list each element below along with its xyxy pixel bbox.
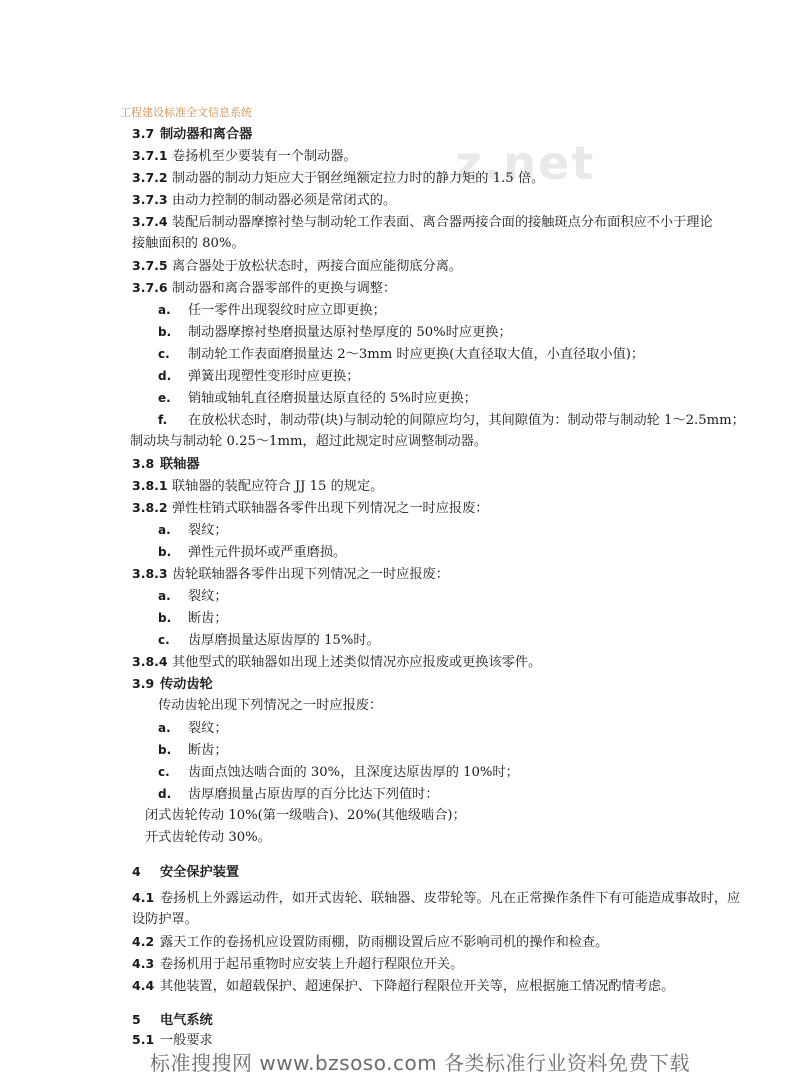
clause-number: 3.8 bbox=[132, 456, 155, 471]
paragraph-line bbox=[145, 828, 271, 848]
watermark: z.net bbox=[455, 136, 596, 190]
chapter-title: 安全保护装置 bbox=[160, 865, 240, 880]
clause-text: 其他型式的联轴器如出现上述类似情况亦应报废或更换该零件。 bbox=[172, 655, 542, 670]
clause-line bbox=[132, 954, 463, 975]
list-item bbox=[158, 322, 512, 343]
item-text: 弹性元件损坏或严重磨损。 bbox=[188, 545, 347, 560]
item-text: 齿厚磨损量占原齿厚的百分比达下列值时： bbox=[188, 787, 439, 802]
clause-text: 一般要求 bbox=[160, 1033, 213, 1048]
clause-number: 4.3 bbox=[132, 956, 155, 971]
clause-number: 3.7.2 bbox=[132, 170, 168, 185]
clause-text: 传动齿轮出现下列情况之一时应报废： bbox=[158, 698, 383, 713]
item-text: 断齿； bbox=[188, 611, 228, 626]
section-heading bbox=[132, 454, 200, 475]
clause-number: 3.8.4 bbox=[132, 654, 168, 669]
header-note: 工程建设标准全文信息系统 bbox=[120, 106, 252, 119]
footer-banner: 标准搜搜网 www.bzsoso.com 各类标准行业资料免费下载 bbox=[150, 1051, 691, 1075]
list-item bbox=[158, 300, 386, 321]
clause-line bbox=[132, 888, 740, 909]
list-item bbox=[158, 740, 228, 761]
clause-number: 4.4 bbox=[132, 978, 155, 993]
clause-line bbox=[132, 932, 608, 953]
item-text: 制动块与制动轮 0.25～1mm，超过此规定时应调整制动器。 bbox=[130, 434, 488, 449]
chapter-number: 5 bbox=[132, 1012, 141, 1027]
item-text: 裂纹； bbox=[188, 721, 228, 736]
item-text: 制动器摩擦衬垫磨损量达原衬垫厚度的 50%时应更换； bbox=[188, 325, 512, 340]
clause-number: 3.7.1 bbox=[132, 148, 168, 163]
clause-continuation bbox=[132, 234, 245, 254]
clause-text: 设防护罩。 bbox=[132, 912, 198, 927]
clause-line bbox=[132, 1030, 213, 1051]
item-letter: c. bbox=[158, 765, 170, 779]
section-heading bbox=[132, 124, 252, 145]
item-text: 断齿； bbox=[188, 743, 228, 758]
clause-line bbox=[132, 212, 713, 233]
paragraph-line bbox=[145, 806, 466, 826]
item-letter: b. bbox=[158, 611, 172, 625]
item-text: 齿厚磨损量达原齿厚的 15%时。 bbox=[188, 633, 380, 648]
clause-number: 3.7.3 bbox=[132, 192, 168, 207]
clause-continuation bbox=[130, 432, 487, 452]
clause-number: 3.7.5 bbox=[132, 258, 168, 273]
item-letter: f. bbox=[158, 413, 168, 427]
paragraph-line bbox=[158, 696, 382, 716]
list-item bbox=[158, 542, 346, 563]
clause-text: 联轴器的装配应符合 JJ 15 的规定。 bbox=[172, 479, 384, 494]
item-letter: e. bbox=[158, 391, 171, 405]
item-letter: a. bbox=[158, 589, 171, 603]
item-text: 裂纹； bbox=[188, 523, 228, 538]
clause-number: 3.8.1 bbox=[132, 478, 168, 493]
item-text: 弹簧出现塑性变形时应更换； bbox=[188, 369, 360, 384]
list-item bbox=[158, 784, 439, 805]
item-letter: b. bbox=[158, 325, 172, 339]
clause-number: 3.7 bbox=[132, 126, 155, 141]
item-text: 销轴或轴轧直径磨损量达原直径的 5%时应更换； bbox=[188, 391, 477, 406]
item-text: 任一零件出现裂纹时应立即更换； bbox=[188, 303, 386, 318]
item-text: 闭式齿轮传动 10%(第一级啮合)、20%(其他级啮合)； bbox=[145, 808, 466, 823]
clause-line bbox=[132, 476, 383, 497]
list-item bbox=[158, 762, 519, 783]
chapter-title: 电气系统 bbox=[160, 1013, 213, 1028]
clause-text: 离合器处于放松状态时，两接合面应能彻底分离。 bbox=[172, 259, 463, 274]
clause-line bbox=[132, 976, 674, 997]
clause-text: 联轴器 bbox=[160, 457, 200, 472]
list-item bbox=[158, 410, 745, 431]
clause-text: 接触面积的 80%。 bbox=[132, 236, 245, 251]
item-letter: b. bbox=[158, 545, 172, 559]
clause-number: 3.7.6 bbox=[132, 280, 168, 295]
chapter-number: 4 bbox=[132, 864, 141, 879]
clause-line bbox=[132, 256, 462, 277]
clause-text: 装配后制动器摩擦衬垫与制动轮工作表面、离合器两接合面的接触斑点分布面积应不小于理论 bbox=[172, 215, 713, 230]
clause-number: 4.2 bbox=[132, 934, 155, 949]
clause-number: 3.9 bbox=[132, 676, 155, 691]
clause-number: 3.8.3 bbox=[132, 566, 168, 581]
list-item bbox=[158, 520, 228, 541]
clause-number: 3.7.4 bbox=[132, 214, 168, 229]
clause-text: 卷扬机上外露运动件，如开式齿轮、联轴器、皮带轮等。凡在正常操作条件下有可能造成事故时，应 bbox=[160, 891, 741, 906]
item-letter: a. bbox=[158, 523, 171, 537]
clause-number: 5.1 bbox=[132, 1032, 155, 1047]
clause-continuation bbox=[132, 910, 198, 930]
item-text: 裂纹； bbox=[188, 589, 228, 604]
clause-text: 制动器和离合器零部件的更换与调整： bbox=[172, 281, 397, 296]
clause-text: 卷扬机用于起吊重物时应安装上升超行程限位开关。 bbox=[160, 957, 464, 972]
clause-line bbox=[132, 278, 396, 299]
list-item bbox=[158, 586, 228, 607]
clause-text: 弹性柱销式联轴器各零件出现下列情况之一时应报废： bbox=[172, 501, 489, 516]
item-letter: c. bbox=[158, 633, 170, 647]
clause-text: 制动器和离合器 bbox=[160, 127, 253, 142]
item-letter: a. bbox=[158, 303, 171, 317]
list-item bbox=[158, 718, 228, 739]
item-text: 在放松状态时，制动带(块)与制动轮的间隙应均匀，其间隙值为：制动带与制动轮 1～2.5mm； bbox=[188, 413, 745, 428]
section-heading bbox=[132, 674, 213, 695]
item-text: 齿面点蚀达啮合面的 30%，且深度达原齿厚的 10%时； bbox=[188, 765, 519, 780]
clause-number: 3.8.2 bbox=[132, 500, 168, 515]
clause-text: 齿轮联轴器各零件出现下列情况之一时应报废： bbox=[172, 567, 449, 582]
chapter-heading bbox=[132, 1010, 213, 1031]
clause-text: 露天工作的卷扬机应设置防雨棚，防雨棚设置后应不影响司机的操作和检查。 bbox=[160, 935, 609, 950]
item-text: 制动轮工作表面磨损量达 2～3mm 时应更换(大直径取大值，小直径取小值)； bbox=[188, 347, 645, 362]
item-letter: d. bbox=[158, 787, 172, 801]
chapter-heading bbox=[132, 862, 239, 883]
clause-line bbox=[132, 168, 544, 189]
list-item bbox=[158, 608, 228, 629]
clause-text: 制动器的制动力矩应大于钢丝绳额定拉力时的静力矩的 1.5 倍。 bbox=[172, 171, 545, 186]
clause-text: 其他装置，如超载保护、超速保护、下降超行程限位开关等，应根据施工情况酌情考虑。 bbox=[160, 979, 675, 994]
item-letter: a. bbox=[158, 721, 171, 735]
clause-line bbox=[132, 498, 489, 519]
list-item bbox=[158, 344, 644, 365]
item-letter: b. bbox=[158, 743, 172, 757]
list-item bbox=[158, 630, 380, 651]
clause-line bbox=[132, 190, 396, 211]
clause-text: 由动力控制的制动器必须是常闭式的。 bbox=[172, 193, 397, 208]
clause-line bbox=[132, 146, 357, 167]
clause-number: 4.1 bbox=[132, 890, 155, 905]
list-item bbox=[158, 388, 477, 409]
clause-line bbox=[132, 564, 449, 585]
list-item bbox=[158, 366, 359, 387]
clause-line bbox=[132, 652, 541, 673]
item-letter: d. bbox=[158, 369, 172, 383]
item-letter: c. bbox=[158, 347, 170, 361]
clause-text: 传动齿轮 bbox=[160, 677, 213, 692]
item-text: 开式齿轮传动 30%。 bbox=[145, 830, 271, 845]
clause-text: 卷扬机至少要装有一个制动器。 bbox=[172, 149, 357, 164]
